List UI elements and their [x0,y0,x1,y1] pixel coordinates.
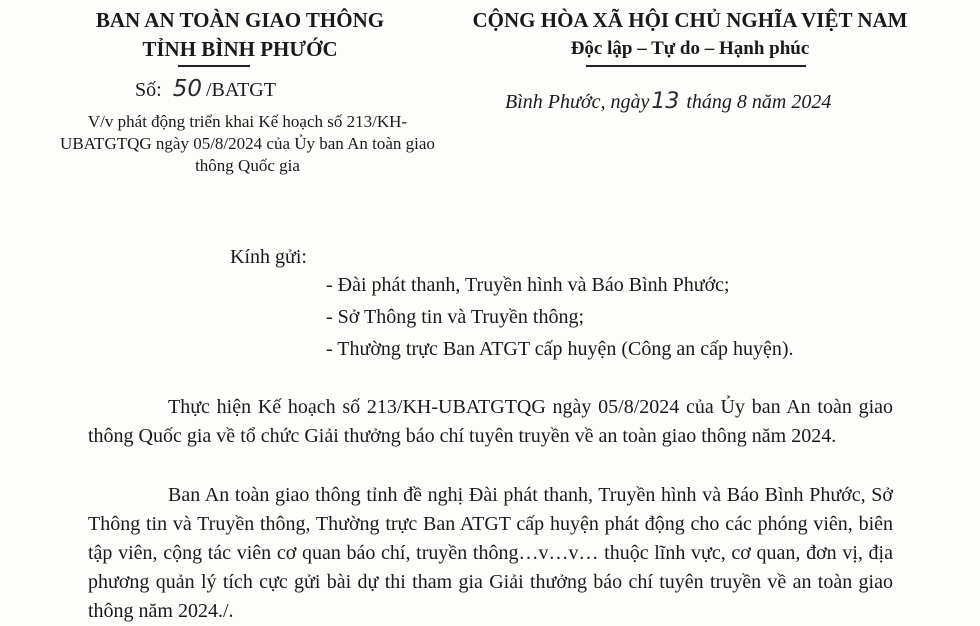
body-paragraph-2 [88,481,893,626]
recipient-item: - Sở Thông tin và Truyền thông; [326,306,585,328]
issuing-organization [70,5,410,63]
national-header [420,5,960,63]
date-line [505,89,831,114]
recipient-item: - Đài phát thanh, Truyền hình và Báo Bình Phước; [326,274,730,296]
org-underline [178,65,250,67]
recipients-label: Kính gửi: [230,246,307,268]
nation-title: CỘNG HÒA XÃ HỘI CHỦ NGHĨA VIỆT NAM [472,8,908,32]
date-day-handwritten: 13 [651,89,680,114]
document-number [135,76,276,102]
date-suffix: tháng 8 năm 2024 [686,91,832,113]
doc-number-prefix: Số: [135,79,162,101]
org-name-line2: TỈNH BÌNH PHƯỚC [142,37,338,61]
document-subject: V/v phát động triển khai Kế hoạch số 213/KH-UBATGTQG ngày 05/8/2024 của Ủy ban An toàn giao thông Quốc gia [60,112,435,175]
body-paragraph-1 [88,393,893,451]
date-prefix: Bình Phước, ngày [505,91,650,113]
recipient-item: - Thường trực Ban ATGT cấp huyện (Công an cấp huyện). [326,338,794,360]
doc-number-handwritten: 50 [172,76,202,102]
paragraph-text: Thực hiện Kế hoạch số 213/KH-UBATGTQG ngày 05/8/2024 của Ủy ban An toàn giao thông Quốc gia về tổ chức Giải thưởng báo chí tuyên truyền về an toàn giao thông năm 2024. [88,396,893,447]
org-name-line1: BAN AN TOÀN GIAO THÔNG [95,8,385,32]
national-motto: Độc lập – Tự do – Hạnh phúc [570,38,810,59]
paragraph-text: Ban An toàn giao thông tỉnh đề nghị Đài phát thanh, Truyền hình và Báo Bình Phước, Sở Thông tin và Truyền thông, Thường trực Ban ATGT cấp huyện phát động cho các phóng viên, biên tập viên, cộng tác viên cơ quan báo chí, truyền thông…v…v… thuộc lĩnh vực, cơ quan, đơn vị, địa phương quản lý tích cực gửi bài dự thi tham gia Giải thưởng báo chí tuyên truyền về an toàn giao thông năm 2024./. [88,484,893,622]
motto-underline [586,65,806,67]
doc-number-suffix: /BATGT [205,79,276,101]
